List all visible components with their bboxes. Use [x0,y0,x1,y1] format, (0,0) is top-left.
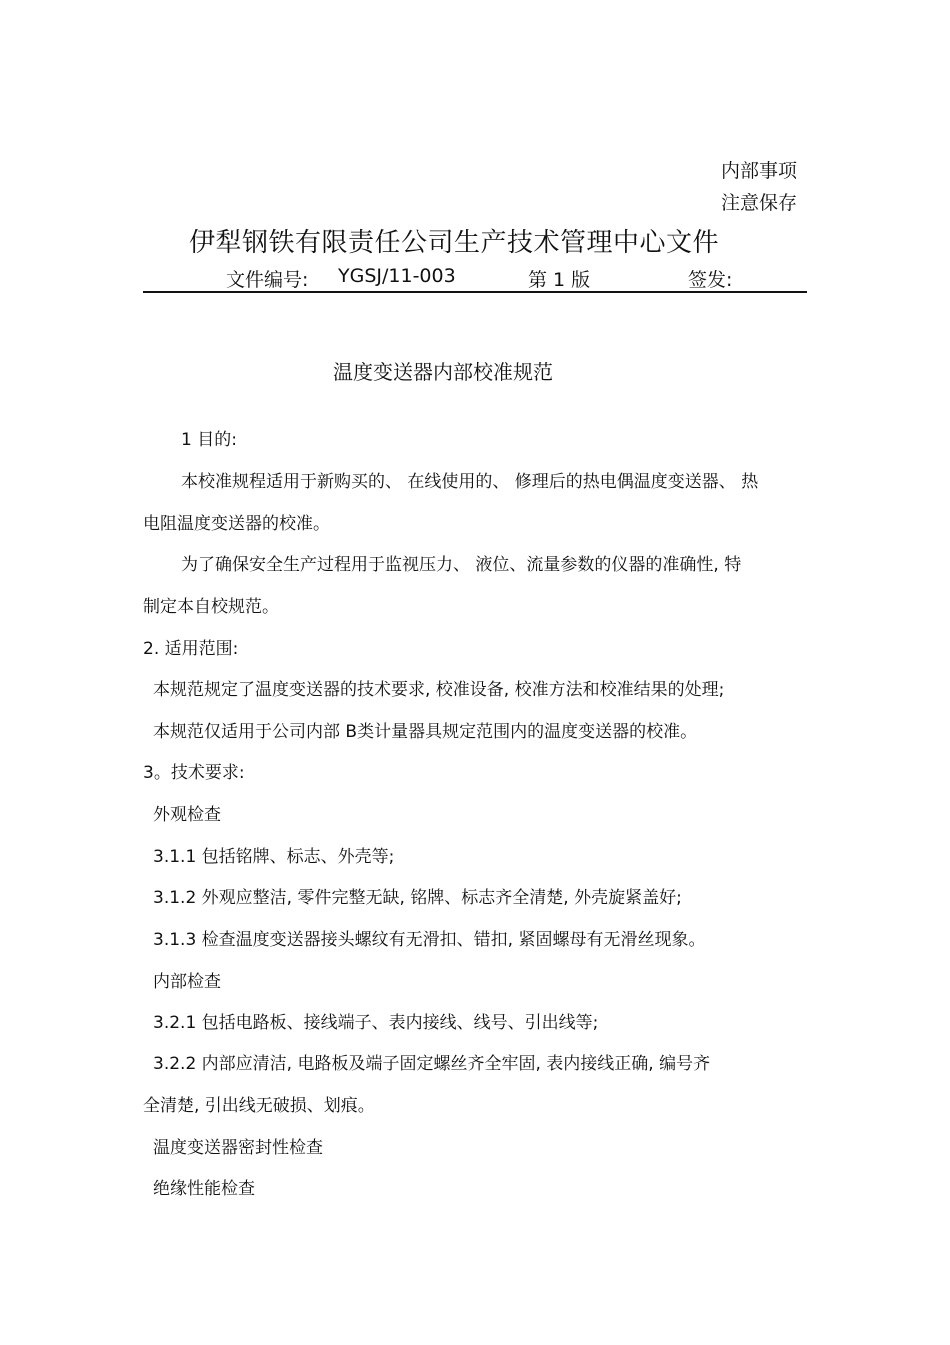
doc-number-label: 文件编号: [226,269,309,291]
org-title: 伊犁钢铁有限责任公司生产技术管理中心文件 [189,228,720,258]
section-3-3-heading: 温度变送器密封性检查 [153,1138,323,1158]
section-3-2-heading: 内部检查 [153,972,221,992]
section-3-1-1: 3.1.1 包括铭牌、标志、外壳等; [153,847,395,867]
section-1-paragraph-2-line-1: 为了确保安全生产过程用于监视压力、 液位、流量参数的仪器的准确性, 特 [181,555,742,575]
confidential-line-1: 内部事项 [721,160,798,182]
section-3-2-1: 3.2.1 包括电路板、接线端子、表内接线、线号、引出线等; [153,1013,599,1033]
section-3-2-2-line-1: 3.2.2 内部应清洁, 电路板及端子固定螺丝齐全牢固, 表内接线正确, 编号齐 [153,1054,711,1074]
document-title: 温度变送器内部校准规范 [333,360,553,384]
section-3-heading: 3。技术要求: [143,763,245,783]
confidential-line-2: 注意保存 [721,192,798,214]
edition-label: 第 1 版 [528,269,591,291]
section-1-heading: 1 目的: [181,430,237,450]
section-2-heading: 2. 适用范围: [143,639,239,659]
section-3-1-2: 3.1.2 外观应整洁, 零件完整无缺, 铭牌、标志齐全清楚, 外壳旋紧盖好; [153,888,682,908]
issuer-label: 签发: [688,269,733,291]
section-3-1-heading: 外观检查 [153,805,221,825]
doc-number-value: YGSJ/11-003 [338,265,456,287]
section-2-paragraph-1: 本规范规定了温度变送器的技术要求, 校准设备, 校准方法和校准结果的处理; [153,680,725,700]
section-3-1-3: 3.1.3 检查温度变送器接头螺纹有无滑扣、错扣, 紧固螺母有无滑丝现象。 [153,930,706,950]
section-1-paragraph-1-line-1: 本校准规程适用于新购买的、 在线使用的、 修理后的热电偶温度变送器、 热 [181,472,759,492]
section-3-2-2-line-2: 全清楚, 引出线无破损、划痕。 [143,1096,375,1116]
section-2-paragraph-2: 本规范仅适用于公司内部 B类计量器具规定范围内的温度变送器的校准。 [153,722,698,742]
header-divider [143,291,807,293]
section-1-paragraph-2-line-2: 制定本自校规范。 [143,597,279,617]
section-1-paragraph-1-line-2: 电阻温度变送器的校准。 [143,514,330,534]
section-3-4-heading: 绝缘性能检查 [153,1179,255,1199]
